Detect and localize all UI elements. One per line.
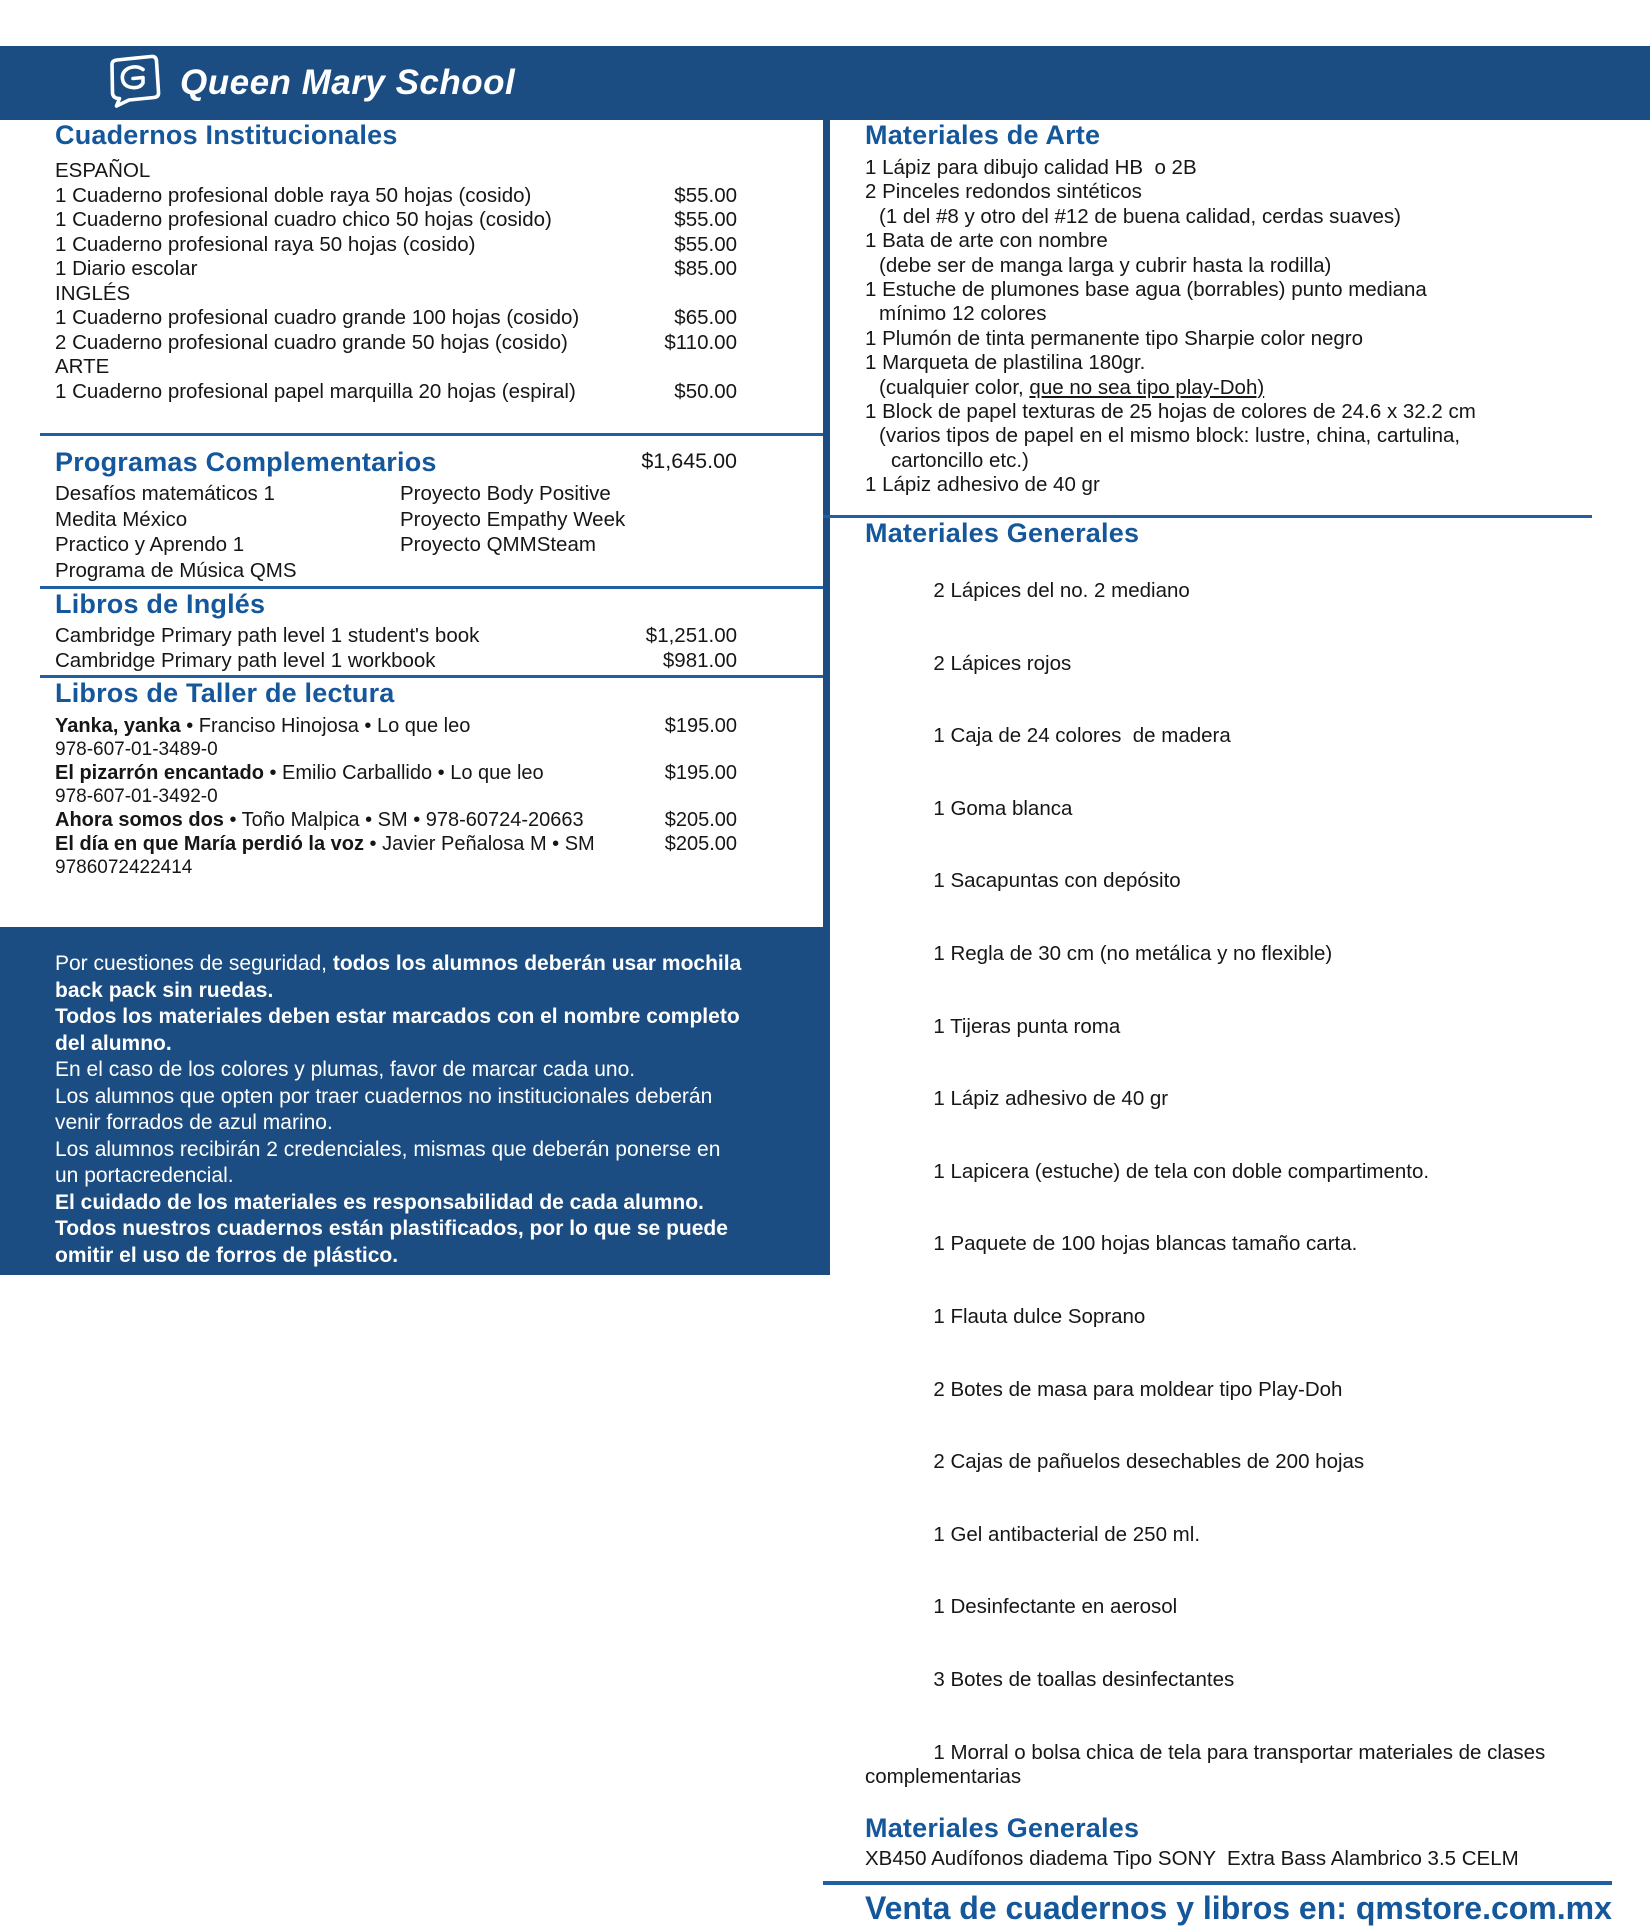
book-title-detail: [55, 714, 470, 738]
book-detail: • Emilio Carballido • Lo que leo: [263, 762, 544, 784]
program-label: Desafíos matemáticos 1: [55, 482, 275, 505]
general-item: [865, 1716, 1620, 1813]
taller-books-list: [55, 714, 737, 879]
general-item: [865, 918, 1620, 991]
book-entry: [55, 832, 737, 879]
notice-paragraph: [55, 1190, 744, 1217]
general-item: [865, 1644, 1620, 1717]
general-item-label: 1 Goma blanca: [933, 796, 1073, 820]
book-entry: [55, 714, 737, 761]
general-item: [865, 700, 1620, 773]
school-logo-icon: [106, 53, 164, 114]
libros-ingles-list: [55, 623, 737, 673]
book-detail: • Javier Peñalosa M • SM: [363, 833, 595, 855]
book-title-row: [55, 808, 737, 832]
book-title-row: [55, 832, 737, 856]
arte-item: [865, 254, 1620, 278]
text-segment: (cualquier color,: [879, 375, 1030, 399]
text-segment: 1 Lápiz adhesivo de 40 gr: [865, 473, 1100, 497]
book-price: $205.00: [664, 833, 737, 855]
text-segment: 2 Pinceles redondos sintéticos: [865, 180, 1142, 204]
text-segment: Por cuestiones de seguridad,: [55, 952, 333, 975]
program-label: Practico y Aprendo 1: [55, 533, 245, 556]
general-item-label: 3 Botes de toallas desinfectantes: [933, 1668, 1235, 1692]
general-item-label: 1 Morral o bolsa chica de tela para transportar materiales de clases complementarias: [865, 1740, 1551, 1788]
supply-row: [55, 257, 737, 282]
text-segment: En el caso de los colores y plumas, favor de marcar cada uno.: [55, 1058, 636, 1081]
general-item: [865, 1281, 1620, 1354]
general-item: [865, 990, 1620, 1063]
footer-rule: [823, 1881, 1612, 1885]
headphones-item: XB450 Audífonos diadema Tipo SONY Extra Bass Alambrico 3.5 CELM: [865, 1847, 1519, 1871]
item-price: $55.00: [674, 208, 737, 231]
item-label: 1 Cuaderno profesional cuadro grande 100 hojas (cosido): [55, 306, 580, 329]
general-item-label: 2 Botes de masa para moldear tipo Play-Doh: [933, 1377, 1343, 1401]
notice-paragraph: [55, 1057, 744, 1084]
text-segment: Los alumnos que opten por traer cuadernos no institucionales deberán venir forrados de azul marino.: [55, 1084, 719, 1134]
text-segment: mínimo 12 colores: [879, 302, 1047, 326]
general-item-label: 1 Flauta dulce Soprano: [933, 1304, 1146, 1328]
notice-paragraph: [55, 1216, 744, 1269]
text-segment: (1 del #8 y otro del #12 de buena calidad, cerdas suaves): [879, 204, 1401, 228]
notice-paragraph: [55, 1084, 744, 1137]
item-label: 1 Diario escolar: [55, 257, 198, 280]
book-price: $195.00: [664, 715, 737, 737]
program-label: Medita México: [55, 507, 188, 531]
general-item: [865, 627, 1620, 700]
supply-row: [55, 380, 737, 405]
general-item: [865, 1571, 1620, 1644]
general-item: [865, 1136, 1620, 1209]
program-item: [400, 481, 625, 507]
general-item-label: 2 Cajas de pañuelos desechables de 200 hojas: [933, 1450, 1365, 1474]
program-item: [55, 481, 400, 507]
section-title-taller: Libros de Taller de lectura: [55, 678, 395, 708]
item-price: $110.00: [664, 330, 737, 354]
general-item-label: 1 Caja de 24 colores de madera: [933, 724, 1231, 748]
item-label: 1 Cuaderno profesional cuadro chico 50 hojas (cosido): [55, 208, 552, 231]
program-item: [55, 558, 400, 584]
item-price: $50.00: [674, 379, 737, 403]
book-title-detail: [55, 808, 584, 832]
arte-item: [865, 229, 1620, 253]
text-segment: El cuidado de los materiales es responsabilidad de cada alumno.: [55, 1190, 704, 1214]
section-title-libros-ingles: Libros de Inglés: [55, 589, 266, 619]
store-url-line: Venta de cuadernos y libros en: qmstore.com.mx: [865, 1890, 1612, 1927]
book-title: Ahora somos dos: [55, 809, 224, 831]
text-segment: (varios tipos de papel en el mismo block: lustre, china, cartulina,: [879, 424, 1461, 448]
program-item: [55, 507, 400, 533]
school-name: Queen Mary School: [180, 63, 516, 102]
arte-item: [865, 351, 1620, 375]
general-item: [865, 1426, 1620, 1499]
content-area: [0, 120, 1650, 1927]
general-item: [865, 1353, 1620, 1426]
programas-header: [55, 447, 737, 478]
text-segment: 1 Marqueta de plastilina 180gr.: [865, 351, 1146, 375]
book-title-row: [55, 761, 737, 785]
general-item-label: 1 Sacapuntas con depósito: [933, 869, 1181, 893]
arte-item: [865, 424, 1620, 448]
arte-item: [865, 278, 1620, 302]
school-brand: [106, 53, 515, 114]
item-label: 2 Cuaderno profesional cuadro grande 50 hojas (cosido): [55, 330, 568, 354]
item-price: $65.00: [674, 306, 737, 329]
text-segment: Todos nuestros cuadernos están plastificados, por lo que se puede omitir el uso de forros de plástico.: [55, 1217, 734, 1267]
text-segment: 1 Estuche de plumones base agua (borrables) punto mediana: [865, 278, 1427, 302]
book-title: El día en que María perdió la voz: [55, 833, 364, 855]
book-price: $981.00: [662, 649, 737, 672]
text-segment: 1 Plumón de tinta permanente tipo Sharpie color negro: [865, 326, 1364, 350]
book-title: El pizarrón encantado: [55, 762, 264, 784]
general-item: [865, 1063, 1620, 1136]
section-title-cuadernos: Cuadernos Institucionales: [55, 120, 398, 150]
section-title-arte: Materiales de Arte: [865, 120, 1101, 150]
general-item-label: 1 Regla de 30 cm (no metálica y no flexible): [933, 941, 1333, 965]
book-detail: • Toño Malpica • SM • 978-60724-20663: [223, 809, 584, 831]
book-title-row: [55, 714, 737, 738]
text-segment: 1 Bata de arte con nombre: [865, 229, 1108, 253]
supply-row: [55, 306, 737, 331]
general-item-label: 2 Lápices del no. 2 mediano: [933, 578, 1190, 602]
section-title-programas: Programas Complementarios: [55, 447, 437, 477]
book-entry: [55, 808, 737, 832]
general-item-label: 1 Paquete de 100 hojas blancas tamaño carta.: [933, 1232, 1358, 1256]
book-label: Cambridge Primary path level 1 student's book: [55, 624, 480, 647]
arte-item: [865, 473, 1620, 497]
general-item: [865, 845, 1620, 918]
book-price: $205.00: [664, 809, 737, 831]
general-item: [865, 1499, 1620, 1572]
arte-item: [865, 376, 1620, 400]
program-item: [400, 507, 625, 533]
general-item: [865, 555, 1620, 628]
general-item-label: 1 Desinfectante en aerosol: [933, 1595, 1178, 1619]
programas-col1: [55, 481, 400, 583]
notice-paragraph: [55, 951, 748, 1004]
arte-item: [865, 180, 1620, 204]
text-segment: cartoncillo etc.): [891, 448, 1029, 472]
item-price: $85.00: [674, 257, 737, 280]
book-entry: [55, 761, 737, 808]
item-label: ESPAÑOL: [55, 159, 151, 182]
cuadernos-list: [55, 159, 737, 404]
supply-row: [55, 159, 737, 184]
book-title: Yanka, yanka: [55, 715, 181, 737]
programas-price: $1,645.00: [641, 449, 737, 473]
generales-list: [865, 555, 1620, 1814]
arte-item: [865, 400, 1620, 424]
text-segment: todos los alumnos deberán usar mochila back pack sin ruedas.: [55, 952, 748, 1002]
text-segment: que no sea tipo play-Doh): [1029, 375, 1265, 399]
section-title-generales2: Materiales Generales: [865, 1813, 1140, 1844]
program-item: [55, 532, 400, 558]
section-rule: [40, 433, 823, 436]
text-segment: (debe ser de manga larga y cubrir hasta la rodilla): [879, 253, 1332, 277]
book-price: $195.00: [664, 762, 737, 784]
supply-row: [55, 331, 737, 356]
supply-row: [55, 233, 737, 258]
item-price: $55.00: [674, 183, 737, 207]
program-label: Proyecto Empathy Week: [400, 507, 626, 531]
book-isbn: 978-607-01-3492-0: [55, 786, 218, 807]
supply-row: [55, 355, 737, 380]
general-item-label: 1 Lápiz adhesivo de 40 gr: [933, 1087, 1169, 1111]
supply-row: [55, 282, 737, 307]
program-label: Programa de Música QMS: [55, 558, 297, 582]
general-item-label: 2 Lápices rojos: [933, 651, 1072, 675]
book-row: [55, 648, 737, 673]
general-item: [865, 773, 1620, 846]
programas-columns: [55, 481, 737, 583]
right-column: [830, 120, 1650, 1927]
general-item-label: 1 Gel antibacterial de 250 ml.: [933, 1522, 1201, 1546]
book-title-detail: [55, 832, 595, 856]
programas-col2: [400, 481, 625, 583]
general-item-label: 1 Tijeras punta roma: [933, 1014, 1121, 1038]
item-label: INGLÉS: [55, 281, 131, 305]
arte-item: [865, 156, 1620, 180]
notice-paragraph: [55, 1137, 744, 1190]
item-label: ARTE: [55, 355, 110, 378]
text-segment: 1 Block de papel texturas de 25 hojas de colores de 24.6 x 32.2 cm: [865, 400, 1476, 424]
general-item-label: 1 Lapicera (estuche) de tela con doble compartimento.: [933, 1159, 1430, 1183]
grade-label: 1º Primaria: [1339, 20, 1480, 50]
arte-item: [865, 302, 1620, 326]
book-title-detail: [55, 761, 544, 785]
arte-list: [865, 156, 1620, 498]
item-label: 1 Cuaderno profesional raya 50 hojas (cosido): [55, 232, 476, 256]
text-segment: 1 Lápiz para dibujo calidad HB o 2B: [865, 156, 1197, 179]
arte-item: [865, 449, 1620, 473]
item-price: $55.00: [674, 232, 737, 256]
book-row: [55, 623, 737, 648]
section-title-generales: Materiales Generales: [865, 517, 1140, 548]
text-segment: Los alumnos recibirán 2 credenciales, mismas que deberán ponerse en un portacredencial.: [55, 1137, 727, 1187]
supply-row: [55, 184, 737, 209]
notice-box: [0, 927, 830, 1275]
notice-paragraph: [55, 1004, 744, 1057]
school-year-label: Ciclo escolar 2025-2026: [1175, 116, 1480, 146]
book-label: Cambridge Primary path level 1 workbook: [55, 649, 436, 672]
item-label: 1 Cuaderno profesional papel marquilla 20 hojas (espiral): [55, 379, 576, 403]
arte-item: [865, 327, 1620, 351]
program-item: [400, 532, 625, 558]
general-item: [865, 1208, 1620, 1281]
program-label: Proyecto Body Positive: [400, 482, 611, 505]
book-price: $1,251.00: [645, 624, 737, 647]
text-segment: Todos los materiales deben estar marcados con el nombre completo del alumno.: [55, 1005, 746, 1055]
arte-item: [865, 205, 1620, 229]
program-label: Proyecto QMMSteam: [400, 533, 596, 556]
supply-row: [55, 208, 737, 233]
book-isbn: 9786072422414: [55, 857, 193, 878]
book-isbn: 978-607-01-3489-0: [55, 739, 218, 760]
item-label: 1 Cuaderno profesional doble raya 50 hojas (cosido): [55, 183, 532, 207]
book-detail: • Franciso Hinojosa • Lo que leo: [180, 715, 471, 737]
